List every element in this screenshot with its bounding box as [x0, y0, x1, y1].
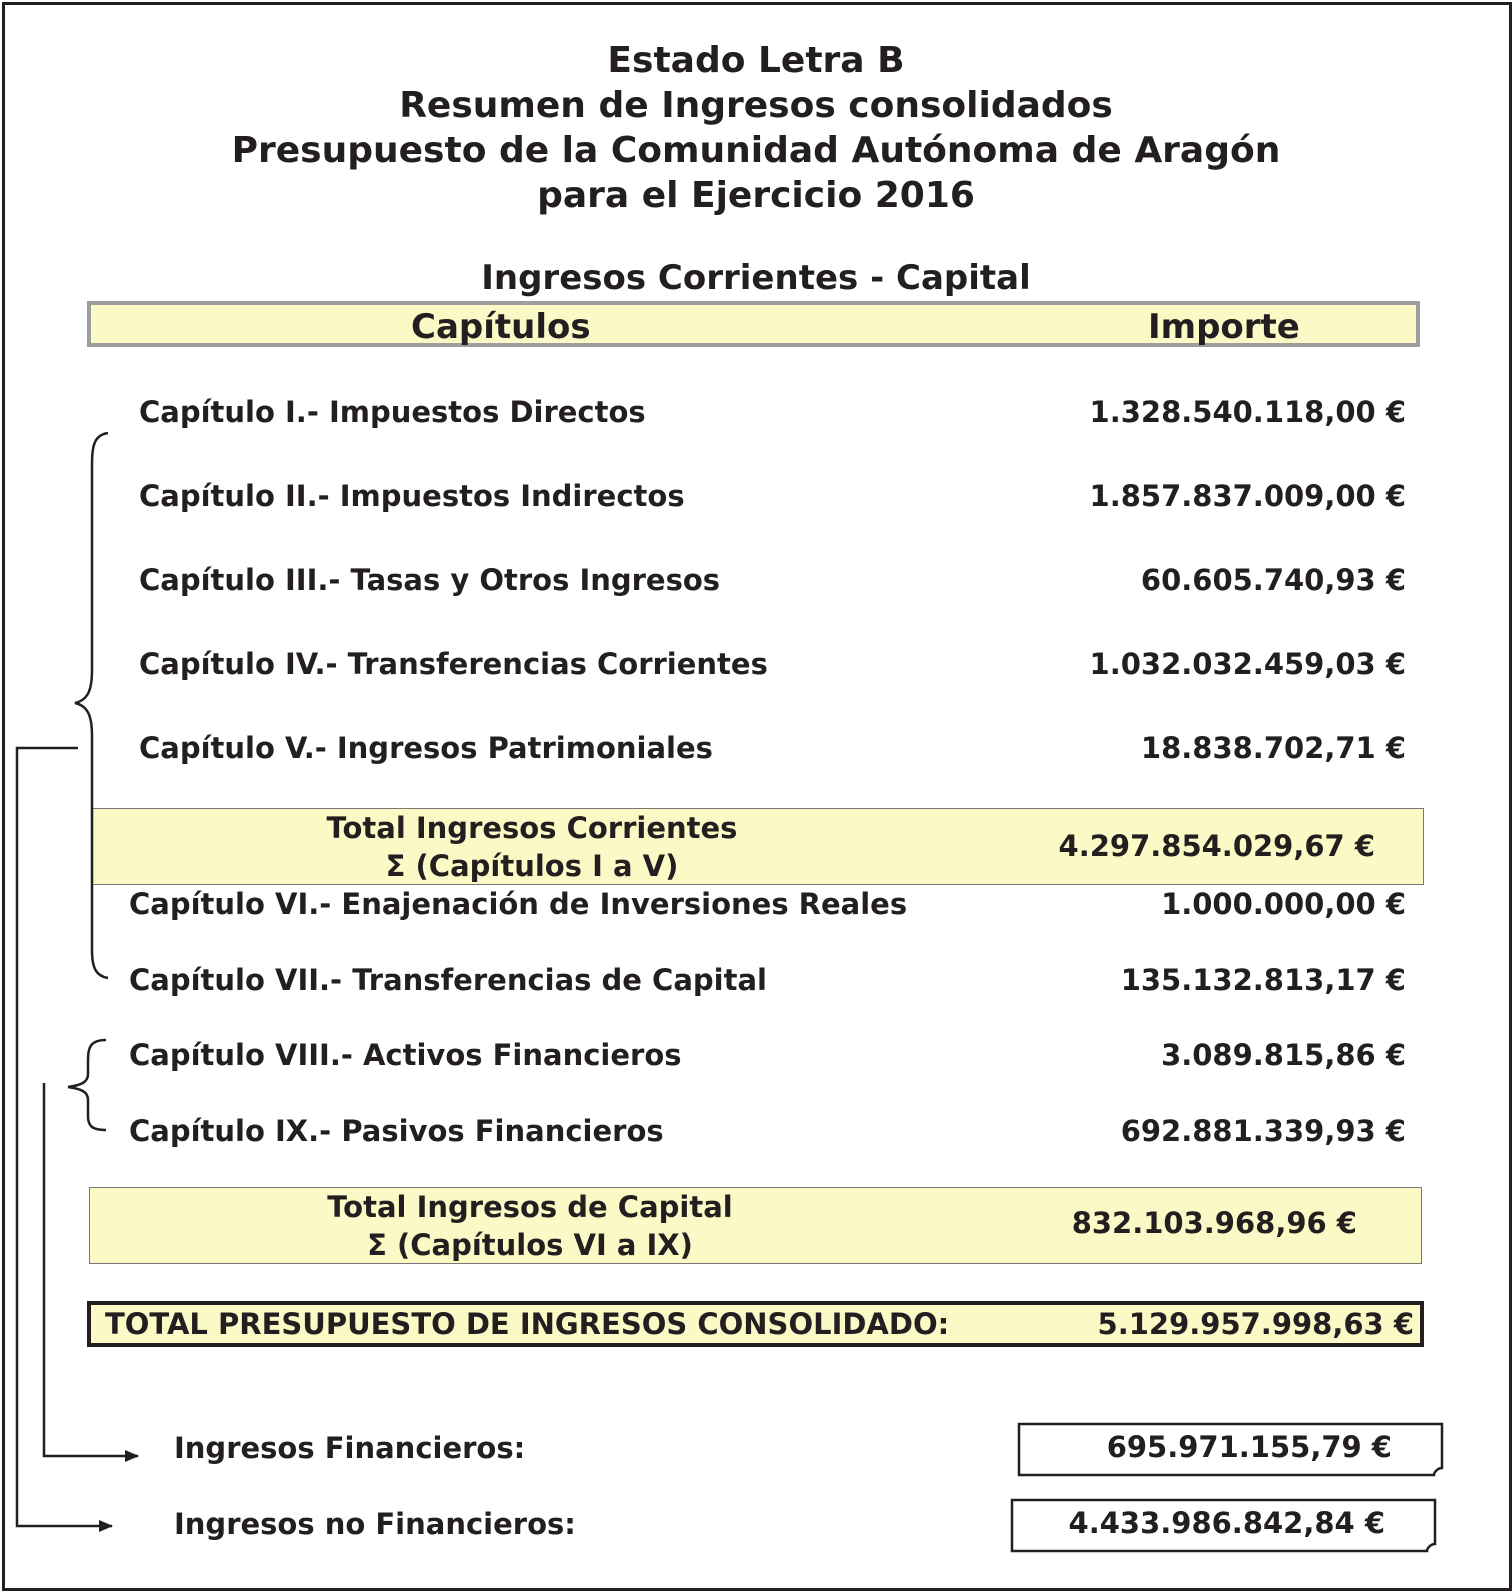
brace-corrientes-capital-icon — [75, 433, 108, 978]
ingresos-no-financieros-label: Ingresos no Financieros: — [174, 1507, 576, 1541]
row-value-cap-6: 1.000.000,00 € — [1161, 887, 1406, 921]
section-subtitle: Ingresos Corrientes - Capital — [481, 258, 1031, 298]
row-value-cap-5: 18.838.702,71 € — [1140, 731, 1406, 765]
row-label-cap-9: Capítulo IX.- Pasivos Financieros — [129, 1114, 664, 1148]
row-label-cap-7: Capítulo VII.- Transferencias de Capital — [129, 963, 767, 997]
row-label-cap-6: Capítulo VI.- Enajenación de Inversiones Reales — [129, 887, 908, 921]
row-value-cap-1: 1.328.540.118,00 € — [1089, 395, 1406, 429]
financieros-box-outline — [1019, 1424, 1442, 1475]
row-label-cap-1: Capítulo I.- Impuestos Directos — [139, 395, 646, 429]
total-corrientes-formula: Σ (Capítulos I a V) — [385, 849, 679, 883]
row-label-cap-8: Capítulo VIII.- Activos Financieros — [129, 1038, 682, 1072]
row-value-cap-4: 1.032.032.459,03 € — [1089, 647, 1406, 681]
ingresos-financieros-label: Ingresos Financieros: — [174, 1431, 526, 1465]
row-value-cap-3: 60.605.740,93 € — [1140, 563, 1406, 597]
total-capital-formula: Σ (Capítulos VI a IX) — [367, 1228, 693, 1262]
title-line-4: para el Ejercicio 2016 — [537, 175, 975, 216]
header-capitulos: Capítulos — [411, 307, 591, 347]
arrow-financieros-icon — [44, 1083, 138, 1456]
row-value-cap-9: 692.881.339,93 € — [1120, 1114, 1406, 1148]
row-value-cap-2: 1.857.837.009,00 € — [1089, 479, 1406, 513]
row-label-cap-4: Capítulo IV.- Transferencias Corrientes — [139, 647, 768, 681]
row-label-cap-5: Capítulo V.- Ingresos Patrimoniales — [139, 731, 713, 765]
title-line-2: Resumen de Ingresos consolidados — [399, 85, 1113, 126]
no-financieros-box-outline — [1012, 1500, 1435, 1551]
title-line-1: Estado Letra B — [607, 40, 905, 81]
total-corrientes-label: Total Ingresos Corrientes — [326, 811, 738, 845]
grand-total-value: 5.129.957.998,63 € — [1097, 1307, 1414, 1341]
brace-financieros-icon — [68, 1040, 106, 1130]
ingresos-financieros-value: 695.971.155,79 € — [1106, 1430, 1392, 1464]
row-label-cap-3: Capítulo III.- Tasas y Otros Ingresos — [139, 563, 721, 597]
ingresos-no-financieros-value: 4.433.986.842,84 € — [1068, 1506, 1385, 1540]
total-capital-value: 832.103.968,96 € — [1071, 1206, 1357, 1240]
total-corrientes-value: 4.297.854.029,67 € — [1058, 829, 1375, 863]
row-value-cap-8: 3.089.815,86 € — [1161, 1038, 1406, 1072]
header-importe: Importe — [1148, 307, 1300, 347]
total-capital-label: Total Ingresos de Capital — [327, 1190, 733, 1224]
row-value-cap-7: 135.132.813,17 € — [1120, 963, 1406, 997]
title-line-3: Presupuesto de la Comunidad Autónoma de Aragón — [231, 130, 1281, 171]
grand-total-label: TOTAL PRESUPUESTO DE INGRESOS CONSOLIDADO: — [105, 1307, 950, 1341]
arrow-no-financieros-icon — [17, 748, 112, 1526]
row-label-cap-2: Capítulo II.- Impuestos Indirectos — [139, 479, 685, 513]
